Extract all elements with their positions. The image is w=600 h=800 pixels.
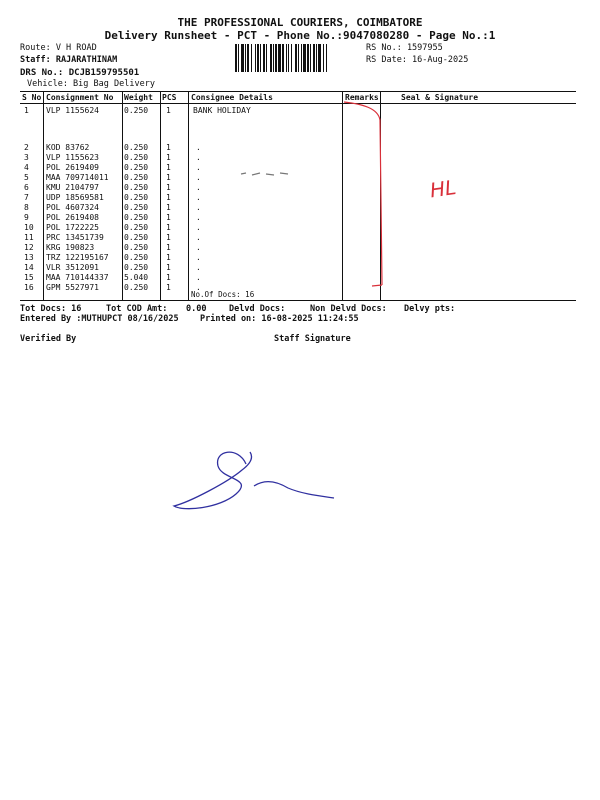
cell-consignee-details: .: [196, 253, 201, 262]
cell-pcs: 1: [166, 253, 171, 262]
remarks-bracket-mark: [342, 100, 390, 290]
faint-scribble: [240, 170, 290, 178]
col-header-details: Consignee Details: [191, 93, 273, 102]
table-row: [20, 203, 576, 213]
cell-consignee-details: .: [196, 173, 201, 182]
barcode-bar: [263, 44, 265, 72]
barcode-bar: [251, 44, 252, 72]
cell-pcs: 1: [166, 163, 171, 172]
barcode-bar: [255, 44, 256, 72]
barcode-bar: [238, 44, 239, 72]
entered-by: Entered By :MUTHUPCT 08/16/2025: [20, 314, 179, 324]
cell-consignment-no: KOD 83762: [46, 143, 90, 152]
col-header-sno: S No: [22, 93, 42, 102]
non-delvd-docs: Non Delvd Docs:: [310, 304, 387, 314]
cell-pcs: 1: [166, 106, 171, 115]
staff-label: Staff: RAJARATHINAM: [20, 55, 118, 65]
table-row: [20, 263, 576, 273]
cell-sno: 4: [24, 163, 29, 172]
cell-consignee-details: .: [196, 193, 201, 202]
cell-pcs: 1: [166, 213, 171, 222]
cell-weight: 0.250: [124, 253, 149, 262]
delvd-docs: Delvd Docs:: [229, 304, 286, 314]
cell-pcs: 1: [166, 193, 171, 202]
barcode-bar: [245, 44, 246, 72]
cell-sno: 11: [24, 233, 34, 242]
barcode-bar: [291, 44, 292, 72]
table-row: [20, 153, 576, 163]
cell-consignee-details: .: [196, 223, 201, 232]
staff-signature-label: Staff Signature: [274, 334, 351, 344]
cell-sno: 9: [24, 213, 29, 222]
barcode-bar: [257, 44, 259, 72]
barcode-bar: [303, 44, 306, 72]
cell-consignment-no: VLP 1155623: [46, 153, 99, 162]
cell-pcs: 1: [166, 283, 171, 292]
cell-consignment-no: VLR 3512091: [46, 263, 99, 272]
vehicle-label: Vehicle: Big Bag Delivery: [27, 79, 155, 89]
cell-consignee-details: BANK HOLIDAY: [193, 106, 251, 115]
verified-by: Verified By: [20, 334, 77, 344]
barcode-bar: [278, 44, 281, 72]
barcode-bar: [301, 44, 302, 72]
col-header-consignment: Consignment No: [46, 93, 114, 102]
cell-consignment-no: VLP 1155624: [46, 106, 99, 115]
col-header-seal: Seal & Signature: [401, 93, 479, 102]
barcode-bar: [273, 44, 274, 72]
barcode-bar: [316, 44, 317, 72]
cell-consignee-details: .: [196, 183, 201, 192]
cell-sno: 2: [24, 143, 29, 152]
cell-sno: 1: [24, 106, 29, 115]
cell-consignee-details: .: [196, 263, 201, 272]
cell-weight: 0.250: [124, 213, 149, 222]
cell-sno: 6: [24, 183, 29, 192]
barcode-bar: [286, 44, 287, 72]
cell-consignee-details: .: [196, 283, 201, 292]
tot-docs: Tot Docs: 16: [20, 304, 82, 314]
cell-consignment-no: MAA 709714011: [46, 173, 109, 182]
barcode-bar: [247, 44, 249, 72]
barcode-bar: [266, 44, 267, 72]
table-row: [20, 163, 576, 173]
table-row: [20, 106, 576, 116]
cell-weight: 0.250: [124, 106, 149, 115]
route-label: Route: V H ROAD: [20, 43, 97, 53]
rs-number: RS No.: 1597955: [366, 43, 443, 53]
cell-sno: 14: [24, 263, 34, 272]
table-row: [20, 253, 576, 263]
cell-consignment-no: GPM 5527971: [46, 283, 99, 292]
tot-cod-value: 0.00: [186, 304, 207, 314]
company-title: THE PROFESSIONAL COURIERS, COIMBATORE: [177, 16, 423, 29]
cell-sno: 7: [24, 193, 29, 202]
barcode-bar: [275, 44, 277, 72]
cell-sno: 3: [24, 153, 29, 162]
cell-sno: 12: [24, 243, 34, 252]
cell-weight: 0.250: [124, 263, 149, 272]
cell-weight: 0.250: [124, 153, 149, 162]
barcode-image: [235, 44, 362, 72]
cell-consignment-no: MAA 710144337: [46, 273, 109, 282]
cell-consignee-details: .: [196, 203, 201, 212]
cell-pcs: 1: [166, 223, 171, 232]
table-header-rule: [20, 103, 576, 104]
handwritten-hl-mark: [428, 175, 483, 203]
table-row: [20, 183, 576, 193]
table-row: [20, 213, 576, 223]
cell-weight: 0.250: [124, 223, 149, 232]
barcode-bar: [295, 44, 297, 72]
cell-consignment-no: POL 4607324: [46, 203, 99, 212]
cell-pcs: 1: [166, 273, 171, 282]
cell-consignee-details: .: [196, 213, 201, 222]
runsheet-subtitle: Delivery Runsheet - PCT - Phone No.:9047080280 - Page No.:1: [104, 29, 496, 42]
table-row: [20, 283, 576, 293]
table-top-rule: [20, 91, 576, 92]
barcode-bar: [282, 44, 284, 72]
cell-weight: 0.250: [124, 243, 149, 252]
cell-consignee-details: .: [196, 243, 201, 252]
cell-consignee-details: .: [196, 153, 201, 162]
barcode-bar: [298, 44, 299, 72]
cell-pcs: 1: [166, 233, 171, 242]
cell-consignment-no: KRG 190823: [46, 243, 95, 252]
staff-signature-scribble: [170, 440, 340, 520]
cell-weight: 0.250: [124, 203, 149, 212]
rs-date: RS Date: 16-Aug-2025: [366, 55, 469, 65]
tot-cod-label: Tot COD Amt:: [106, 304, 168, 314]
cell-weight: 0.250: [124, 163, 149, 172]
table-row: [20, 243, 576, 253]
table-row: [20, 223, 576, 233]
col-header-pcs: PCS: [162, 93, 177, 102]
cell-pcs: 1: [166, 263, 171, 272]
cell-sno: 8: [24, 203, 29, 212]
cell-consignment-no: POL 2619409: [46, 163, 99, 172]
barcode-bar: [307, 44, 309, 72]
table-row: [20, 233, 576, 243]
handwritten-remark-text: HL: [428, 175, 458, 203]
cell-consignment-no: UDP 18569581: [46, 193, 104, 202]
barcode-bar: [288, 44, 289, 72]
cell-consignment-no: POL 2619408: [46, 213, 99, 222]
cell-pcs: 1: [166, 143, 171, 152]
cell-weight: 0.250: [124, 283, 149, 292]
cell-consignee-details: .: [196, 273, 201, 282]
cell-consignee-details: .: [196, 233, 201, 242]
cell-weight: 5.040: [124, 273, 149, 282]
table-bottom-rule: [20, 300, 576, 301]
cell-consignment-no: TRZ 122195167: [46, 253, 109, 262]
table-row: [20, 173, 576, 183]
cell-weight: 0.250: [124, 183, 149, 192]
cell-weight: 0.250: [124, 233, 149, 242]
cell-weight: 0.250: [124, 173, 149, 182]
barcode-bar: [260, 44, 261, 72]
table-row: [20, 143, 576, 153]
barcode-bar: [310, 44, 311, 72]
cell-consignee-details: .: [196, 163, 201, 172]
barcode-bar: [235, 44, 237, 72]
cell-pcs: 1: [166, 243, 171, 252]
barcode-bar: [326, 44, 327, 72]
printed-on: Printed on: 16-08-2025 11:24:55: [200, 314, 359, 324]
cell-sno: 13: [24, 253, 34, 262]
cell-weight: 0.250: [124, 143, 149, 152]
col-header-weight: Weight: [124, 93, 153, 102]
col-header-remarks: Remarks: [345, 93, 379, 102]
barcode-bar: [318, 44, 321, 72]
cell-consignee-details: .: [196, 143, 201, 152]
barcode-bar: [270, 44, 272, 72]
table-row: [20, 193, 576, 203]
cell-sno: 16: [24, 283, 34, 292]
cell-weight: 0.250: [124, 193, 149, 202]
table-row: [20, 273, 576, 283]
cell-pcs: 1: [166, 203, 171, 212]
cell-sno: 5: [24, 173, 29, 182]
cell-consignment-no: POL 1722225: [46, 223, 99, 232]
no-of-docs: No.Of Docs: 16: [191, 290, 255, 299]
drs-number: DRS No.: DCJB159795501: [20, 68, 140, 78]
barcode-bar: [241, 44, 244, 72]
cell-consignment-no: KMU 2104797: [46, 183, 99, 192]
table-header: [20, 93, 576, 103]
cell-sno: 15: [24, 273, 34, 282]
cell-pcs: 1: [166, 153, 171, 162]
barcode-bar: [313, 44, 315, 72]
barcode-bar: [323, 44, 324, 72]
cell-pcs: 1: [166, 183, 171, 192]
cell-pcs: 1: [166, 173, 171, 182]
cell-sno: 10: [24, 223, 34, 232]
cell-consignment-no: PRC 13451739: [46, 233, 104, 242]
delvy-pts: Delvy pts:: [404, 304, 456, 314]
